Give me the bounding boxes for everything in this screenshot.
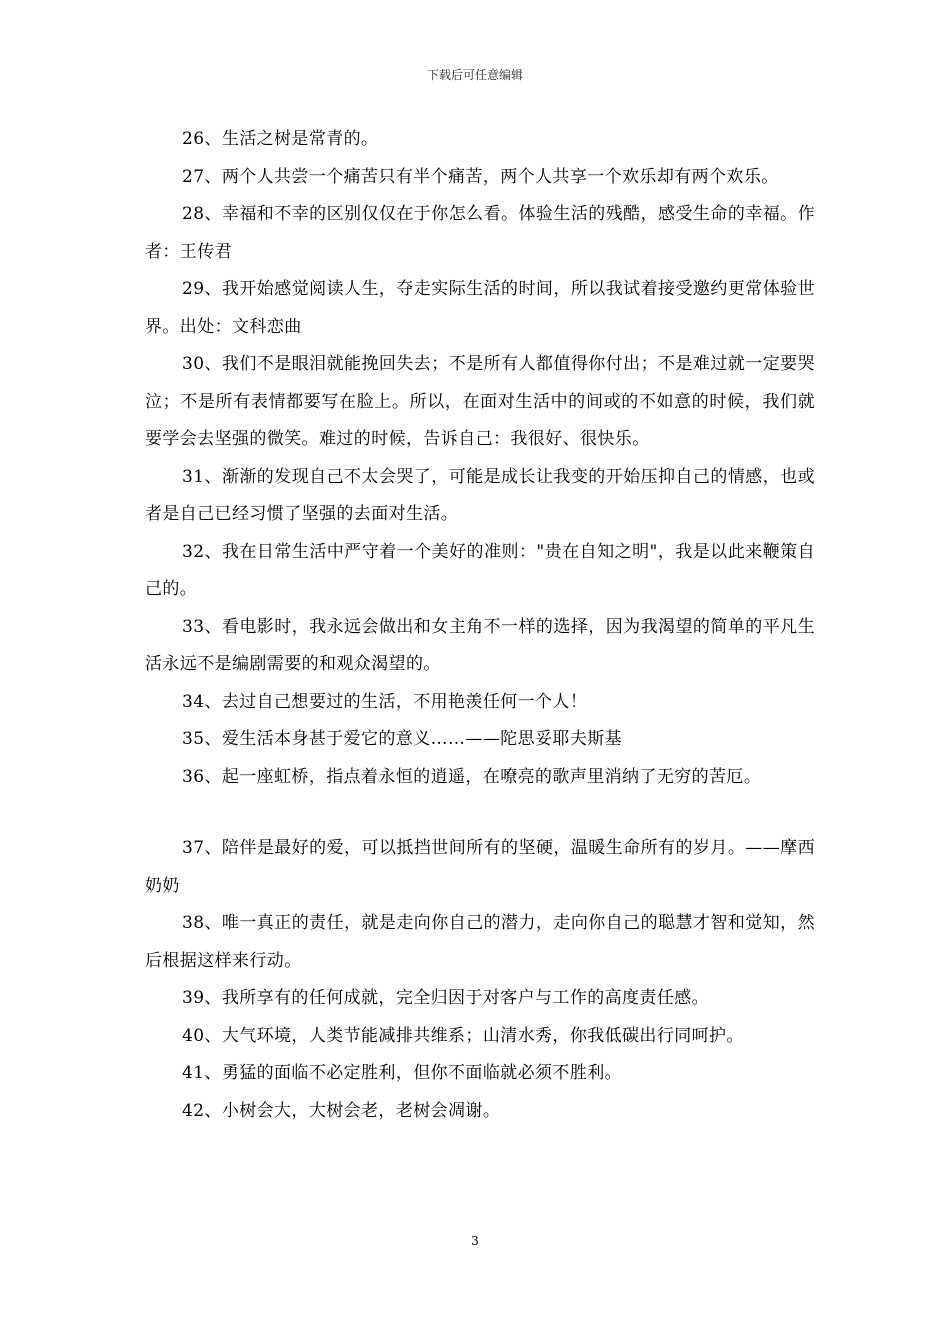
page-number: 3: [471, 1234, 479, 1248]
quote-paragraph: 34、去过自己想要过的生活，不用艳羡任何一个人！: [182, 691, 588, 712]
quote-paragraph: 30、我们不是眼泪就能挽回失去；不是所有人都值得你付出；不是难过就一定要哭泣；不是所有表情都要写在脸上。所以，在面对生活中的间或的不如意的时候，我们就要学会去坚强的微笑。难过的时候，告诉自己：我很好、很快乐。: [145, 354, 815, 449]
page-header: 下载后可任意编辑: [426, 68, 523, 82]
quote-paragraph: 36、起一座虹桥，指点着永恒的逍遥，在嘹亮的歌声里消纳了无穷的苦厄。: [182, 766, 762, 787]
quote-paragraph: 31、渐渐的发现自己不太会哭了，可能是成长让我变的开始压抑自己的情感，也或者是自己已经习惯了坚强的去面对生活。: [145, 466, 815, 524]
quote-paragraph: 38、唯一真正的责任，就是走向你自己的潜力，走向你自己的聪慧才智和觉知，然后根据这样来行动。: [145, 913, 815, 971]
quote-paragraph: 26、生活之树是常青的。: [182, 129, 379, 149]
quote-paragraph: 42、小树会大，大树会老，老树会凋谢。: [182, 1100, 501, 1121]
quote-paragraph: 39、我所享有的任何成就，完全归因于对客户与工作的高度责任感。: [182, 988, 710, 1008]
quote-paragraph: 37、陪伴是最好的爱，可以抵挡世间所有的坚硬，温暖生命所有的岁月。——摩西奶奶: [145, 838, 815, 896]
quote-paragraph: 40、大气环境，人类节能减排共维系；山清水秀，你我低碳出行同呵护。: [182, 1025, 744, 1046]
document-body: [145, 121, 815, 1130]
quote-paragraph: 32、我在日常生活中严守着一个美好的准则："贵在自知之明"，我是以此来鞭策自己的。: [145, 541, 815, 599]
quote-paragraph: 41、勇猛的面临不必定胜利，但你不面临就必须不胜利。: [182, 1063, 623, 1083]
quote-paragraph: 27、两个人共尝一个痛苦只有半个痛苦，两个人共享一个欢乐却有两个欢乐。: [182, 166, 779, 187]
quote-paragraph: 35、爱生活本身甚于爱它的意义……——陀思妥耶夫斯基: [182, 729, 623, 749]
quote-paragraph: 29、我开始感觉阅读人生，夺走实际生活的时间，所以我试着接受邀约更常体验世界。出处：文科恋曲: [145, 279, 815, 337]
quote-paragraph: 33、看电影时，我永远会做出和女主角不一样的选择，因为我渴望的简单的平凡生活永远不是编剧需要的和观众渴望的。: [145, 616, 815, 674]
quote-paragraph: 28、幸福和不幸的区别仅仅在于你怎么看。体验生活的残酷，感受生命的幸福。作者：王传君: [145, 204, 815, 262]
